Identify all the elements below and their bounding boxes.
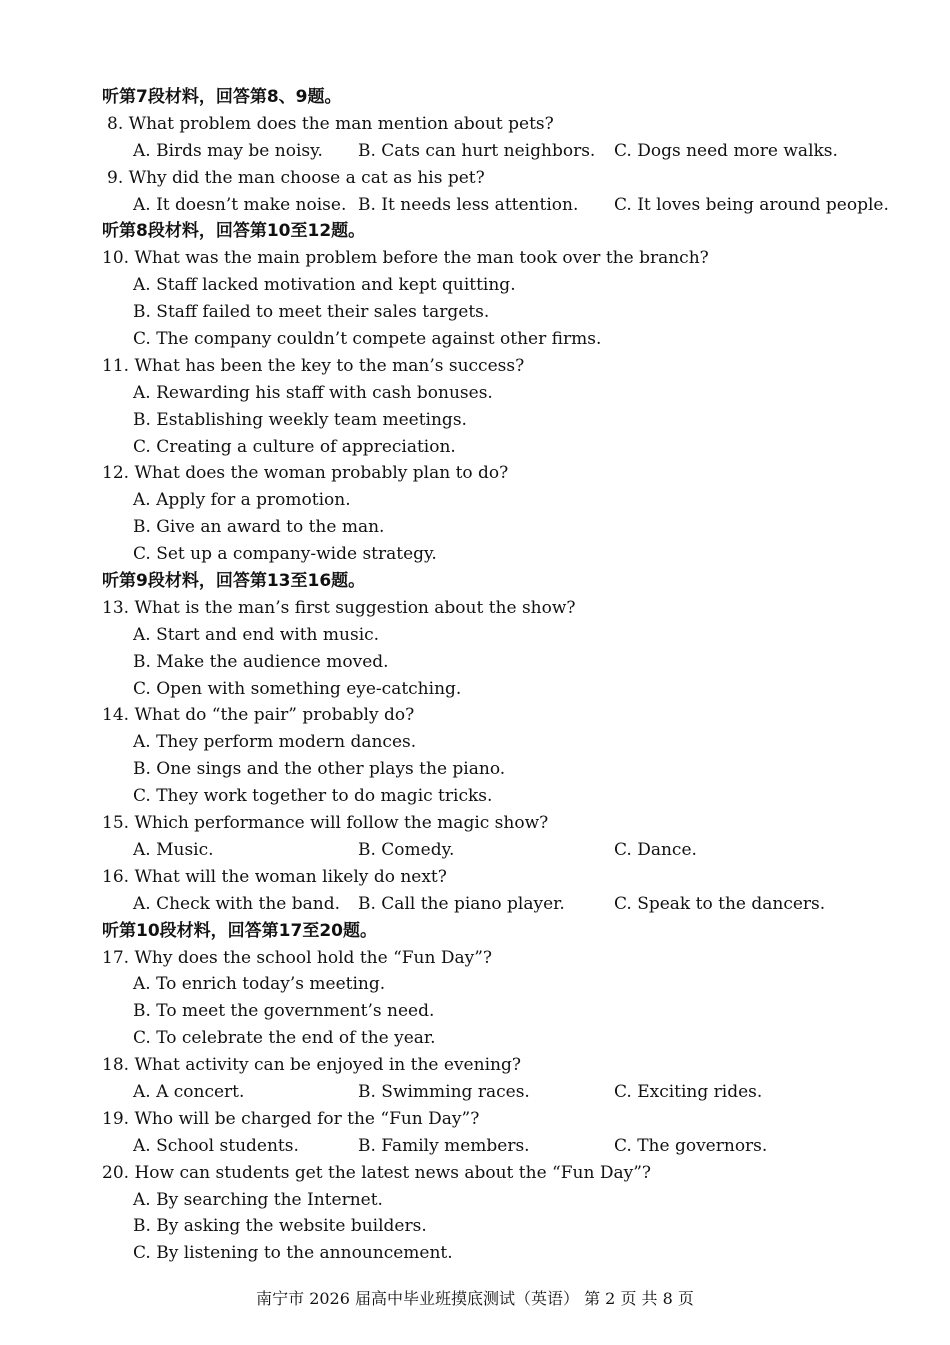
option-c: C. Open with something eye-catching.	[133, 678, 462, 699]
option-b: B. Make the audience moved.	[133, 651, 389, 672]
question-15-options	[0, 837, 950, 864]
question-9-options	[0, 192, 950, 219]
option-a: A. A concert.	[133, 1081, 245, 1102]
question-20-stem: 20. How can students get the latest news about the “Fun Day”?	[102, 1162, 651, 1183]
option-a: A. School students.	[133, 1135, 299, 1156]
option-c: C. Set up a company-wide strategy.	[133, 544, 437, 565]
question-list	[0, 84, 950, 1267]
option-a: A. It doesn’t make noise.	[133, 194, 347, 215]
option-a: A. Staff lacked motivation and kept quitting.	[133, 275, 516, 296]
question-8-options	[0, 138, 950, 165]
question-9-stem: 9. Why did the man choose a cat as his pet?	[107, 167, 485, 188]
question-17-stem: 17. Why does the school hold the “Fun Day”?	[102, 947, 493, 968]
option-a: A. They perform modern dances.	[133, 732, 417, 753]
option-c: C. The governors.	[614, 1135, 768, 1156]
option-c: C. It loves being around people.	[614, 194, 889, 215]
option-a: A. Rewarding his staff with cash bonuses.	[133, 382, 493, 403]
question-11-stem: 11. What has been the key to the man’s success?	[102, 355, 525, 376]
option-b: B. Call the piano player.	[358, 893, 565, 914]
option-c: C. Creating a culture of appreciation.	[133, 436, 456, 457]
question-16-stem: 16. What will the woman likely do next?	[102, 866, 447, 887]
option-a: A. Check with the band.	[133, 893, 340, 914]
option-b: B. One sings and the other plays the piano.	[133, 759, 506, 780]
option-c: C. To celebrate the end of the year.	[133, 1028, 436, 1049]
question-8-stem: 8. What problem does the man mention about pets?	[107, 113, 554, 134]
option-c: C. Exciting rides.	[614, 1081, 763, 1102]
question-18-options	[0, 1079, 950, 1106]
option-c: C. The company couldn’t compete against other firms.	[133, 329, 602, 350]
section-heading-7: 听第7段材料，回答第8、9题。	[102, 87, 342, 107]
option-c: C. By listening to the announcement.	[133, 1243, 453, 1264]
option-c: C. Speak to the dancers.	[614, 893, 826, 914]
option-b: B. Establishing weekly team meetings.	[133, 409, 467, 430]
option-c: C. Dance.	[614, 839, 697, 860]
option-a: A. Music.	[133, 839, 214, 860]
option-a: A. Start and end with music.	[133, 624, 380, 645]
question-13-stem: 13. What is the man’s first suggestion about the show?	[102, 597, 576, 618]
option-b: B. To meet the government’s need.	[133, 1001, 435, 1022]
option-c: C. Dogs need more walks.	[614, 140, 838, 161]
section-heading-8: 听第8段材料，回答第10至12题。	[102, 221, 366, 242]
question-15-stem: 15. Which performance will follow the magic show?	[102, 813, 549, 834]
option-b: B. Family members.	[358, 1135, 530, 1156]
option-b: B. Comedy.	[358, 839, 455, 860]
option-b: B. By asking the website builders.	[133, 1216, 427, 1237]
option-b: B. Cats can hurt neighbors.	[358, 140, 596, 161]
question-19-options	[0, 1133, 950, 1160]
question-16-options	[0, 891, 950, 918]
option-a: A. Birds may be noisy.	[133, 140, 323, 161]
option-a: A. Apply for a promotion.	[133, 490, 351, 511]
option-b: B. Staff failed to meet their sales targets.	[133, 302, 490, 323]
option-a: A. By searching the Internet.	[133, 1189, 383, 1210]
question-19-stem: 19. Who will be charged for the “Fun Day”?	[102, 1108, 480, 1129]
option-b: B. Swimming races.	[358, 1081, 530, 1102]
question-10-stem: 10. What was the main problem before the man took over the branch?	[102, 248, 709, 269]
option-b: B. It needs less attention.	[358, 194, 579, 215]
question-12-stem: 12. What does the woman probably plan to do?	[102, 463, 509, 484]
page-footer: 南宁市 2026 届高中毕业班摸底测试（英语） 第 2 页 共 8 页	[256, 1289, 694, 1308]
option-a: A. To enrich today’s meeting.	[133, 974, 386, 995]
question-14-stem: 14. What do “the pair” probably do?	[102, 705, 415, 726]
option-c: C. They work together to do magic tricks.	[133, 786, 493, 807]
section-heading-9: 听第9段材料，回答第13至16题。	[102, 571, 366, 592]
question-18-stem: 18. What activity can be enjoyed in the evening?	[102, 1055, 521, 1076]
option-b: B. Give an award to the man.	[133, 517, 385, 538]
section-heading-10: 听第10段材料，回答第17至20题。	[102, 920, 377, 941]
